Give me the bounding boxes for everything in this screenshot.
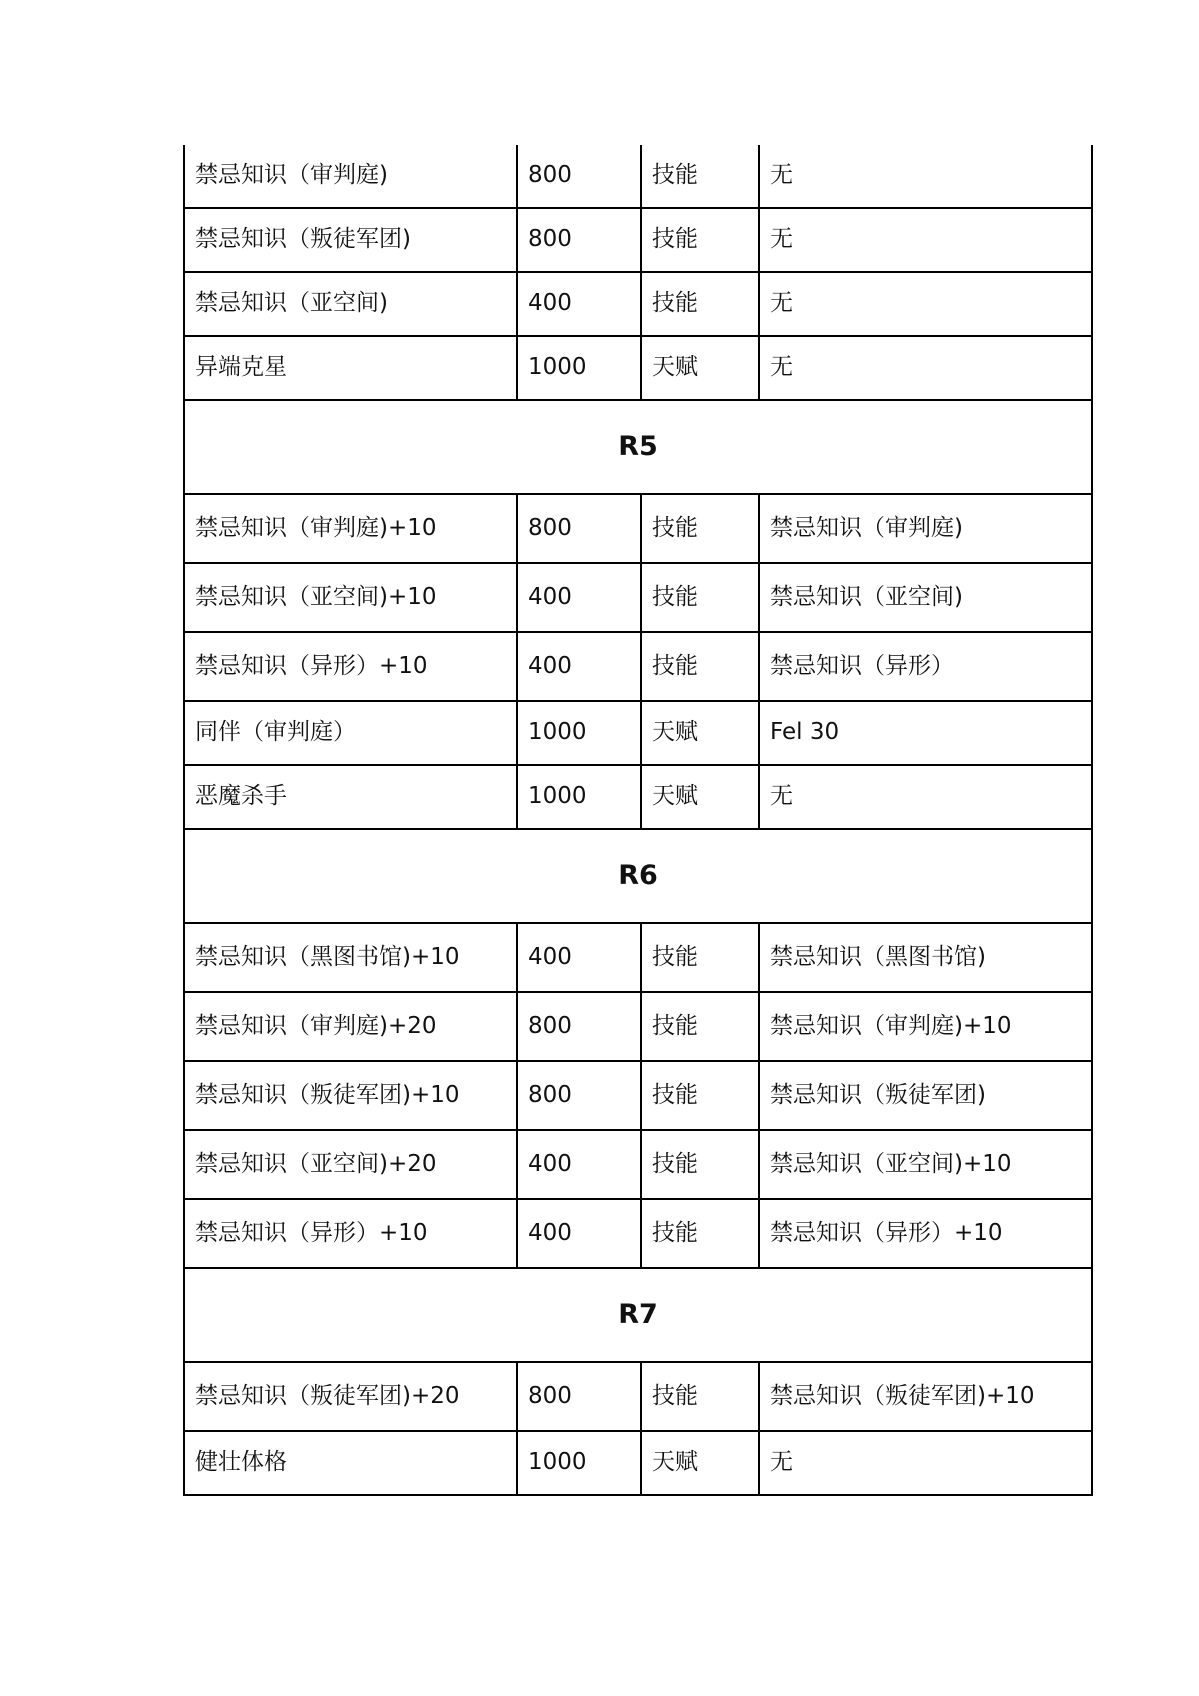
type-cell: 技能 <box>641 992 759 1061</box>
advance-name-cell: 禁忌知识（亚空间)+10 <box>184 563 517 632</box>
table-row <box>184 923 1092 992</box>
prerequisite-cell: Fel 30 <box>759 701 1092 765</box>
rank-header-row <box>184 829 1092 923</box>
table-row <box>184 992 1092 1061</box>
advance-name-cell: 禁忌知识（叛徒军团)+10 <box>184 1061 517 1130</box>
xp-cost-cell: 400 <box>517 923 641 992</box>
type-cell: 技能 <box>641 145 759 208</box>
xp-cost-cell: 1000 <box>517 336 641 400</box>
xp-cost-cell: 800 <box>517 145 641 208</box>
type-cell: 技能 <box>641 1362 759 1431</box>
rank-header-row <box>184 1268 1092 1362</box>
table-row <box>184 208 1092 272</box>
advance-name-cell: 健壮体格 <box>184 1431 517 1495</box>
xp-cost-cell: 400 <box>517 1130 641 1199</box>
xp-cost-cell: 1000 <box>517 701 641 765</box>
advance-name-cell: 同伴（审判庭） <box>184 701 517 765</box>
advance-name-cell: 禁忌知识（审判庭)+20 <box>184 992 517 1061</box>
advance-name-cell: 禁忌知识（亚空间) <box>184 272 517 336</box>
rank-header: R6 <box>184 829 1092 923</box>
xp-cost-cell: 800 <box>517 1061 641 1130</box>
table-row <box>184 1362 1092 1431</box>
type-cell: 天赋 <box>641 765 759 829</box>
prerequisite-cell: 禁忌知识（审判庭) <box>759 494 1092 563</box>
type-cell: 技能 <box>641 1199 759 1268</box>
type-cell: 天赋 <box>641 701 759 765</box>
type-cell: 技能 <box>641 208 759 272</box>
prerequisite-cell: 禁忌知识（叛徒军团) <box>759 1061 1092 1130</box>
prerequisite-cell: 禁忌知识（亚空间)+10 <box>759 1130 1092 1199</box>
table-row <box>184 272 1092 336</box>
type-cell: 技能 <box>641 1061 759 1130</box>
prerequisite-cell: 无 <box>759 1431 1092 1495</box>
rank-header: R7 <box>184 1268 1092 1362</box>
prerequisite-cell: 无 <box>759 145 1092 208</box>
type-cell: 技能 <box>641 272 759 336</box>
table-row <box>184 632 1092 701</box>
table-row <box>184 701 1092 765</box>
type-cell: 天赋 <box>641 336 759 400</box>
advance-name-cell: 禁忌知识（异形）+10 <box>184 1199 517 1268</box>
advance-name-cell: 禁忌知识（亚空间)+20 <box>184 1130 517 1199</box>
type-cell: 天赋 <box>641 1431 759 1495</box>
table-row <box>184 336 1092 400</box>
type-cell: 技能 <box>641 1130 759 1199</box>
advance-name-cell: 禁忌知识（审判庭)+10 <box>184 494 517 563</box>
xp-cost-cell: 400 <box>517 632 641 701</box>
table-row <box>184 1431 1092 1495</box>
xp-cost-cell: 800 <box>517 208 641 272</box>
rank-header: R5 <box>184 400 1092 494</box>
table-row <box>184 765 1092 829</box>
xp-cost-cell: 1000 <box>517 1431 641 1495</box>
advance-name-cell: 恶魔杀手 <box>184 765 517 829</box>
prerequisite-cell: 禁忌知识（黑图书馆) <box>759 923 1092 992</box>
xp-cost-cell: 800 <box>517 992 641 1061</box>
prerequisite-cell: 禁忌知识（叛徒军团)+10 <box>759 1362 1092 1431</box>
prerequisite-cell: 禁忌知识（异形）+10 <box>759 1199 1092 1268</box>
advance-table-body <box>184 145 1092 1495</box>
advance-name-cell: 禁忌知识（异形）+10 <box>184 632 517 701</box>
xp-cost-cell: 400 <box>517 272 641 336</box>
xp-cost-cell: 400 <box>517 563 641 632</box>
type-cell: 技能 <box>641 923 759 992</box>
prerequisite-cell: 禁忌知识（异形） <box>759 632 1092 701</box>
type-cell: 技能 <box>641 563 759 632</box>
prerequisite-cell: 禁忌知识（亚空间) <box>759 563 1092 632</box>
prerequisite-cell: 无 <box>759 336 1092 400</box>
prerequisite-cell: 无 <box>759 208 1092 272</box>
advance-name-cell: 禁忌知识（审判庭) <box>184 145 517 208</box>
table-row <box>184 563 1092 632</box>
advance-name-cell: 禁忌知识（叛徒军团)+20 <box>184 1362 517 1431</box>
table-row <box>184 1130 1092 1199</box>
advance-name-cell: 禁忌知识（叛徒军团) <box>184 208 517 272</box>
prerequisite-cell: 无 <box>759 272 1092 336</box>
advance-name-cell: 异端克星 <box>184 336 517 400</box>
table-row <box>184 1199 1092 1268</box>
table-row <box>184 494 1092 563</box>
advance-table <box>183 145 1093 1496</box>
xp-cost-cell: 1000 <box>517 765 641 829</box>
advance-name-cell: 禁忌知识（黑图书馆)+10 <box>184 923 517 992</box>
rank-header-row <box>184 400 1092 494</box>
xp-cost-cell: 400 <box>517 1199 641 1268</box>
prerequisite-cell: 禁忌知识（审判庭)+10 <box>759 992 1092 1061</box>
prerequisite-cell: 无 <box>759 765 1092 829</box>
type-cell: 技能 <box>641 632 759 701</box>
type-cell: 技能 <box>641 494 759 563</box>
table-row <box>184 1061 1092 1130</box>
xp-cost-cell: 800 <box>517 1362 641 1431</box>
xp-cost-cell: 800 <box>517 494 641 563</box>
table-row <box>184 145 1092 208</box>
